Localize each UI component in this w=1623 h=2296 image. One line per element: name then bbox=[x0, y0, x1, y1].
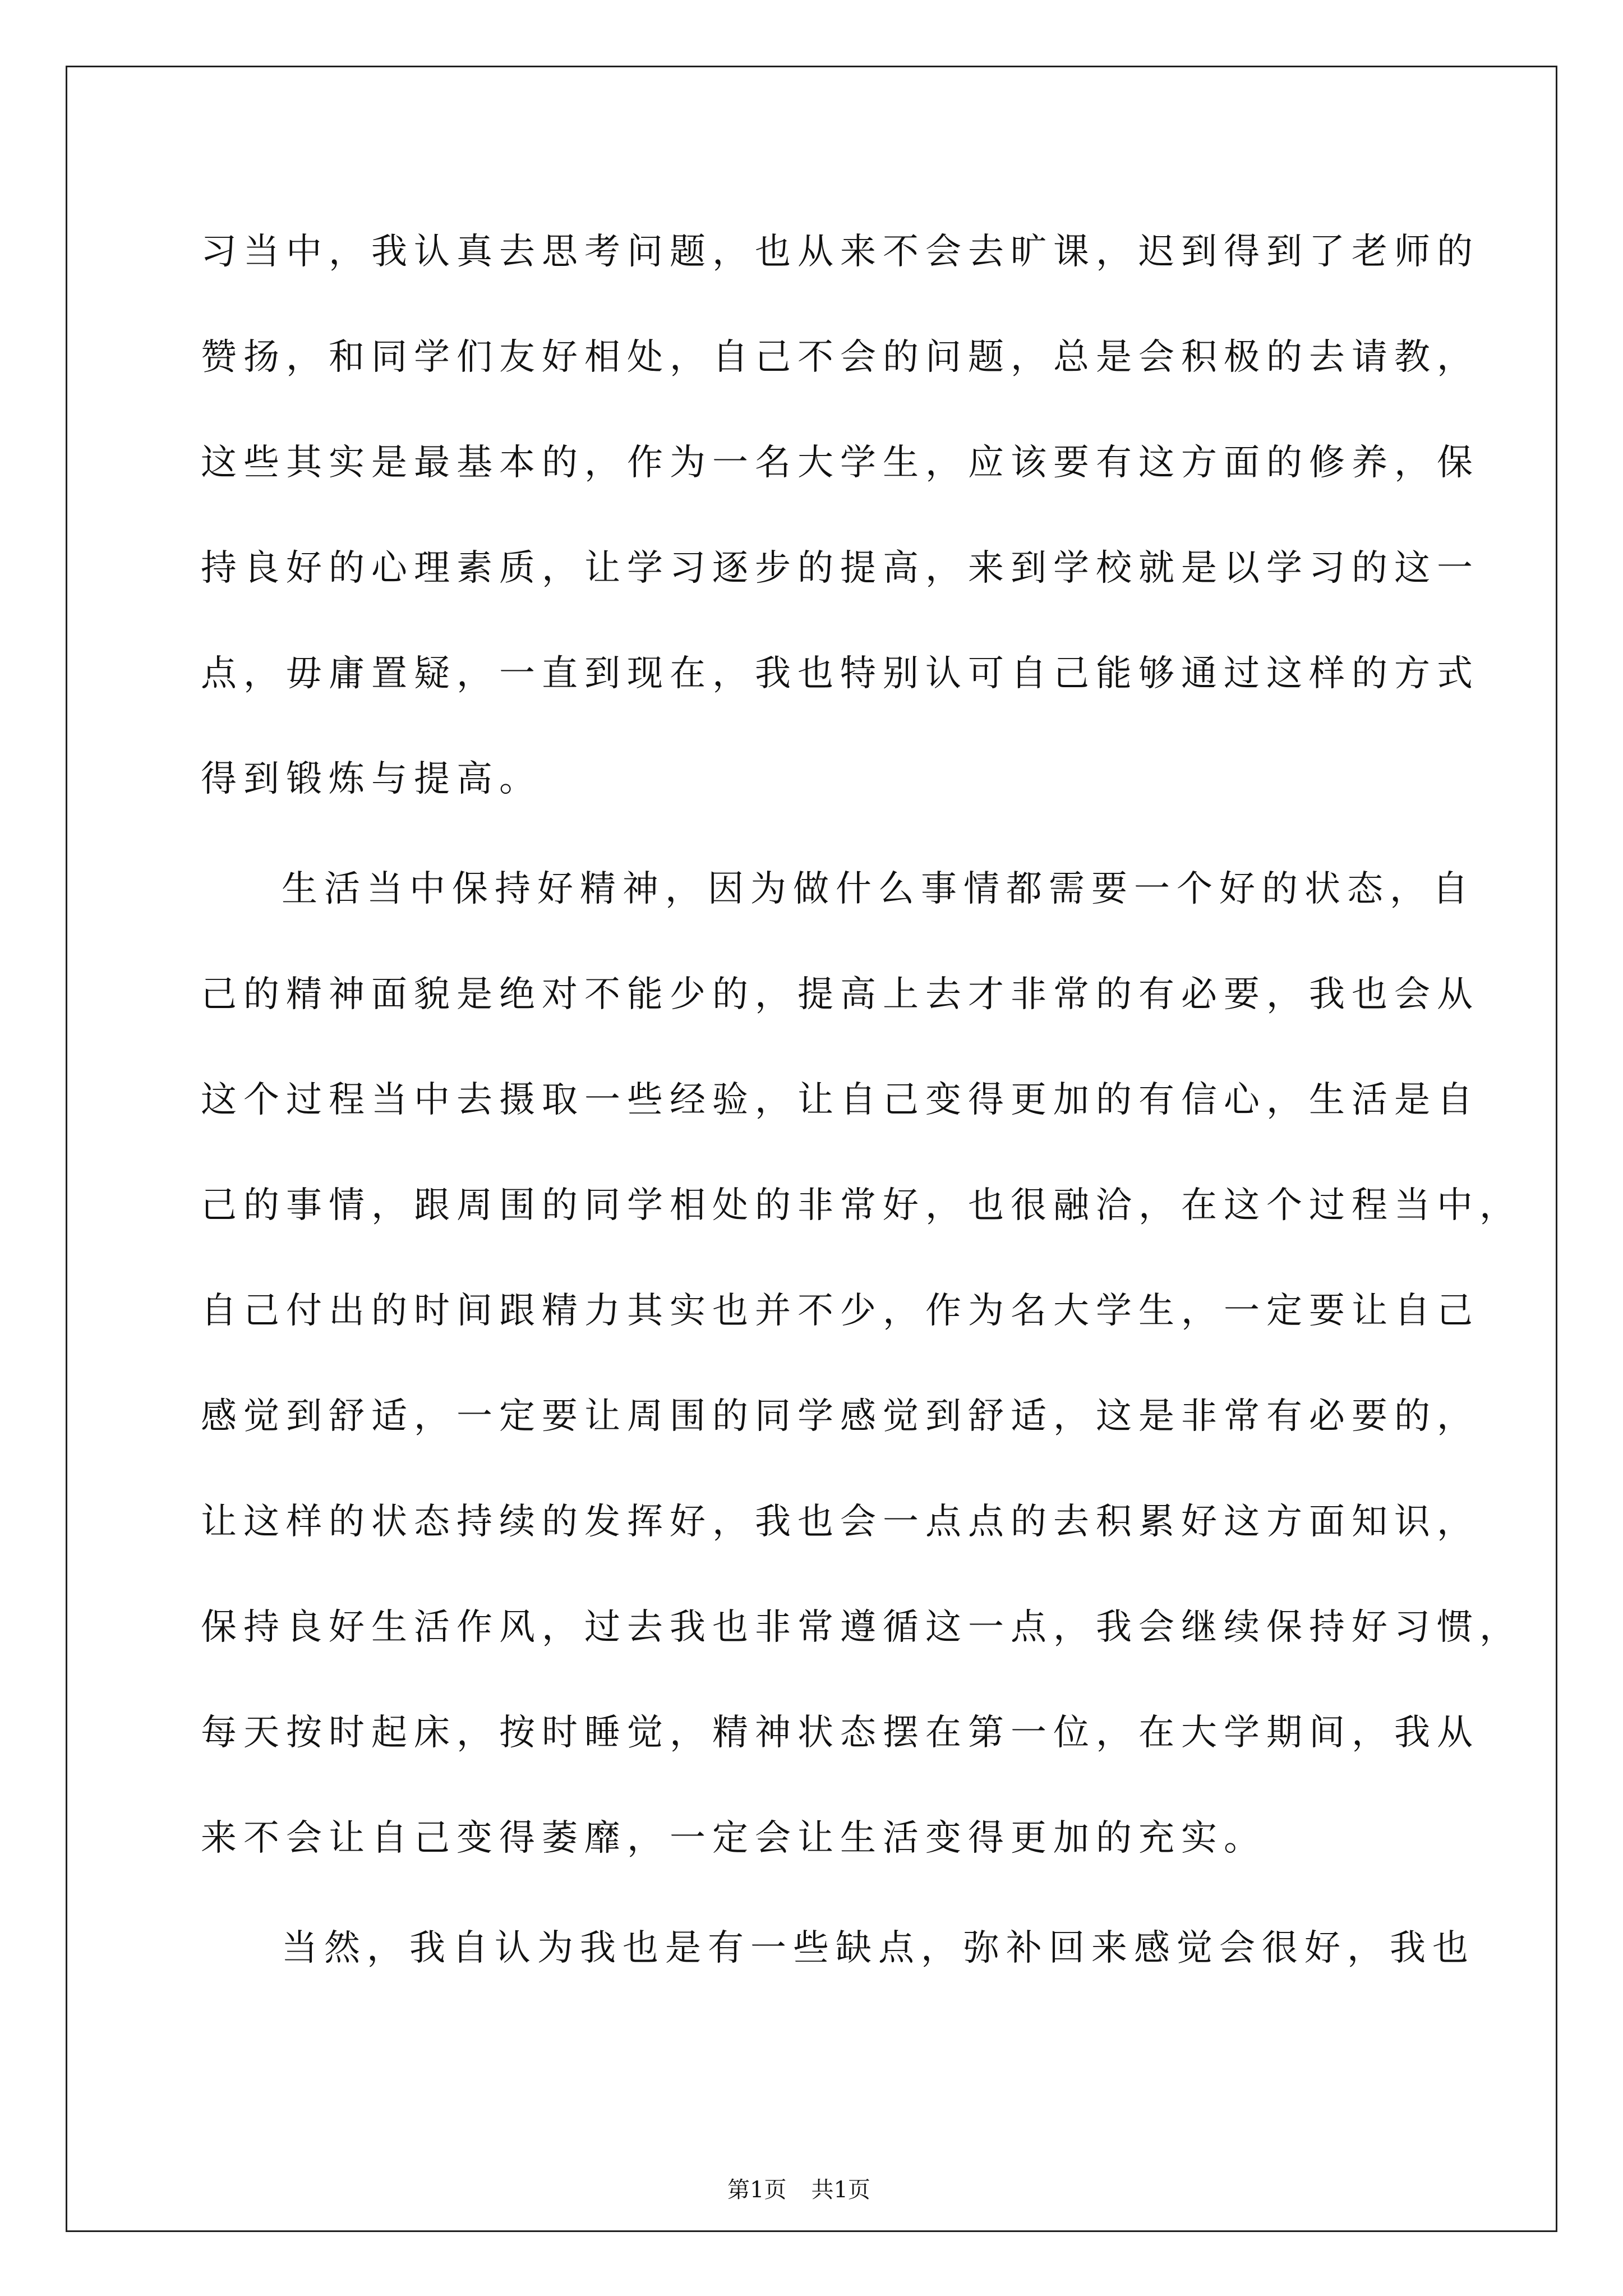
page-footer bbox=[727, 2175, 870, 2205]
text-line: 己的精神面貌是绝对不能少的，提高上去才非常的有必要，我也会从 bbox=[201, 974, 1479, 1015]
text-line: 这些其实是最基本的，作为一名大学生，应该要有这方面的修养，保 bbox=[201, 442, 1479, 484]
text-line: 己的事情，跟周围的同学相处的非常好，也很融洽，在这个过程当中， bbox=[201, 1185, 1522, 1226]
text-line: 来不会让自己变得萎靡，一定会让生活变得更加的充实。 bbox=[201, 1818, 1266, 1859]
page-number-total: 共1页 bbox=[811, 2177, 870, 2203]
text-line: 习当中，我认真去思考问题，也从来不会去旷课，迟到得到了老师的 bbox=[201, 231, 1479, 273]
text-line: 得到锻炼与提高。 bbox=[201, 758, 542, 800]
page-number-current: 第1页 bbox=[727, 2177, 787, 2203]
text-line: 自己付出的时间跟精力其实也并不少，作为名大学生，一定要让自己 bbox=[201, 1290, 1479, 1332]
paragraph-first-line: 当然，我自认为我也是有一些缺点，弥补回来感觉会很好，我也 bbox=[282, 1927, 1475, 1969]
text-line: 点，毋庸置疑，一直到现在，我也特别认可自己能够通过这样的方式 bbox=[201, 653, 1479, 694]
text-line: 每天按时起床，按时睡觉，精神状态摆在第一位，在大学期间，我从 bbox=[201, 1712, 1479, 1754]
text-line: 持良好的心理素质，让学习逐步的提高，来到学校就是以学习的这一 bbox=[201, 547, 1479, 589]
text-line: 让这样的状态持续的发挥好，我也会一点点的去积累好这方面知识， bbox=[201, 1501, 1479, 1543]
paragraph-first-line: 生活当中保持好精神，因为做什么事情都需要一个好的状态，自 bbox=[282, 868, 1475, 910]
text-line: 赞扬，和同学们友好相处，自己不会的问题，总是会积极的去请教， bbox=[201, 337, 1479, 378]
text-line: 感觉到舒适，一定要让周围的同学感觉到舒适，这是非常有必要的， bbox=[201, 1396, 1479, 1437]
text-line: 这个过程当中去摄取一些经验，让自己变得更加的有信心，生活是自 bbox=[201, 1079, 1479, 1121]
text-line: 保持良好生活作风，过去我也非常遵循这一点，我会继续保持好习惯， bbox=[201, 1607, 1522, 1648]
page-border bbox=[66, 66, 1557, 2232]
